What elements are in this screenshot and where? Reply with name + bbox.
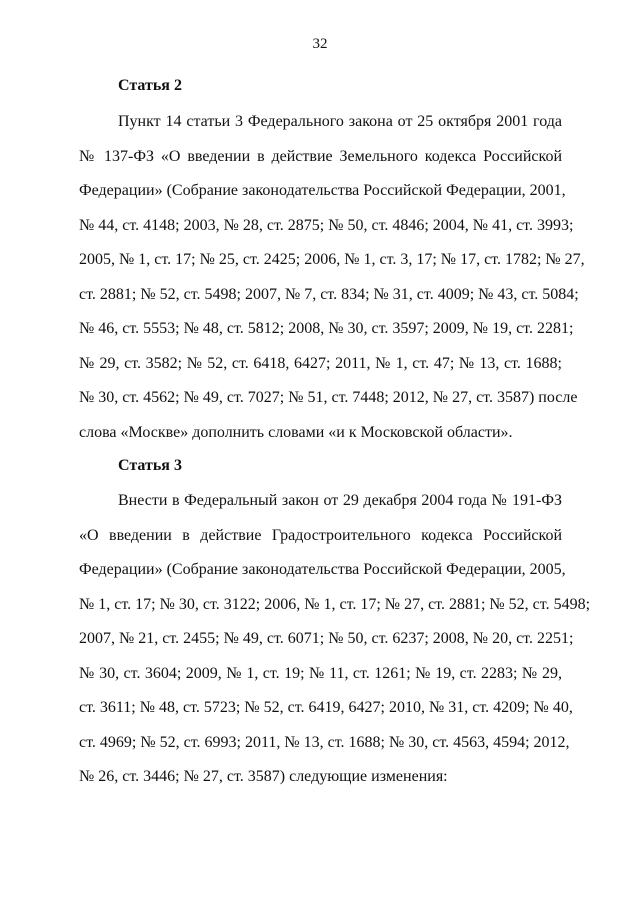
- article-2-line: № 46, ст. 5553; № 48, ст. 5812; 2008, № 30, ст. 3597; 2009, № 19, ст. 2281;: [79, 320, 574, 337]
- article-3-line: ст. 4969; № 52, ст. 6993; 2011, № 13, ст. 1688; № 30, ст. 4563, 4594; 2012,: [79, 734, 570, 751]
- article-3-line: № 30, ст. 3604; 2009, № 1, ст. 19; № 11, ст. 1261; № 19, ст. 2283; № 29,: [79, 665, 562, 682]
- article-3-line: № 26, ст. 3446; № 27, ст. 3587) следующие изменения:: [79, 768, 448, 785]
- article-3-line: Внести в Федеральный закон от 29 декабря 2004 года № 191-ФЗ: [118, 492, 562, 509]
- article-3-line: ст. 3611; № 48, ст. 5723; № 52, ст. 6419, 6427; 2010, № 31, ст. 4209; № 40,: [79, 699, 573, 716]
- article-2-line: слова «Москве» дополнить словами «и к Московской области».: [79, 424, 513, 441]
- article-2-line: № 44, ст. 4148; 2003, № 28, ст. 2875; № 50, ст. 4846; 2004, № 41, ст. 3993;: [79, 217, 574, 234]
- article-2-line: Пункт 14 статьи 3 Федерального закона от 25 октября 2001 года: [118, 113, 562, 130]
- article-2-line: № 29, ст. 3582; № 52, ст. 6418, 6427; 2011, № 1, ст. 47; № 13, ст. 1688;: [79, 355, 562, 372]
- article-2-line: 2005, № 1, ст. 17; № 25, ст. 2425; 2006, № 1, ст. 3, 17; № 17, ст. 1782; № 27,: [79, 251, 585, 268]
- article-2-heading: Статья 2: [118, 77, 182, 94]
- article-3-line: Федерации» (Собрание законодательства Российской Федерации, 2005,: [79, 561, 566, 578]
- article-3-heading: Статья 3: [118, 457, 182, 474]
- article-2-line: № 30, ст. 4562; № 49, ст. 7027; № 51, ст. 7448; 2012, № 27, ст. 3587) после: [79, 389, 578, 406]
- article-2-line: Федерации» (Собрание законодательства Российской Федерации, 2001,: [79, 182, 566, 199]
- article-3-line: № 1, ст. 17; № 30, ст. 3122; 2006, № 1, ст. 17; № 27, ст. 2881; № 52, ст. 5498;: [79, 596, 591, 613]
- article-3-line: «О введении в действие Градостроительного кодекса Российской: [79, 527, 562, 544]
- article-3-line: 2007, № 21, ст. 2455; № 49, ст. 6071; № 50, ст. 6237; 2008, № 20, ст. 2251;: [79, 630, 574, 647]
- article-2-line: № 137-ФЗ «О введении в действие Земельного кодекса Российской: [79, 148, 562, 165]
- article-2-line: ст. 2881; № 52, ст. 5498; 2007, № 7, ст. 834; № 31, ст. 4009; № 43, ст. 5084;: [79, 286, 579, 303]
- page-number: 32: [312, 36, 328, 52]
